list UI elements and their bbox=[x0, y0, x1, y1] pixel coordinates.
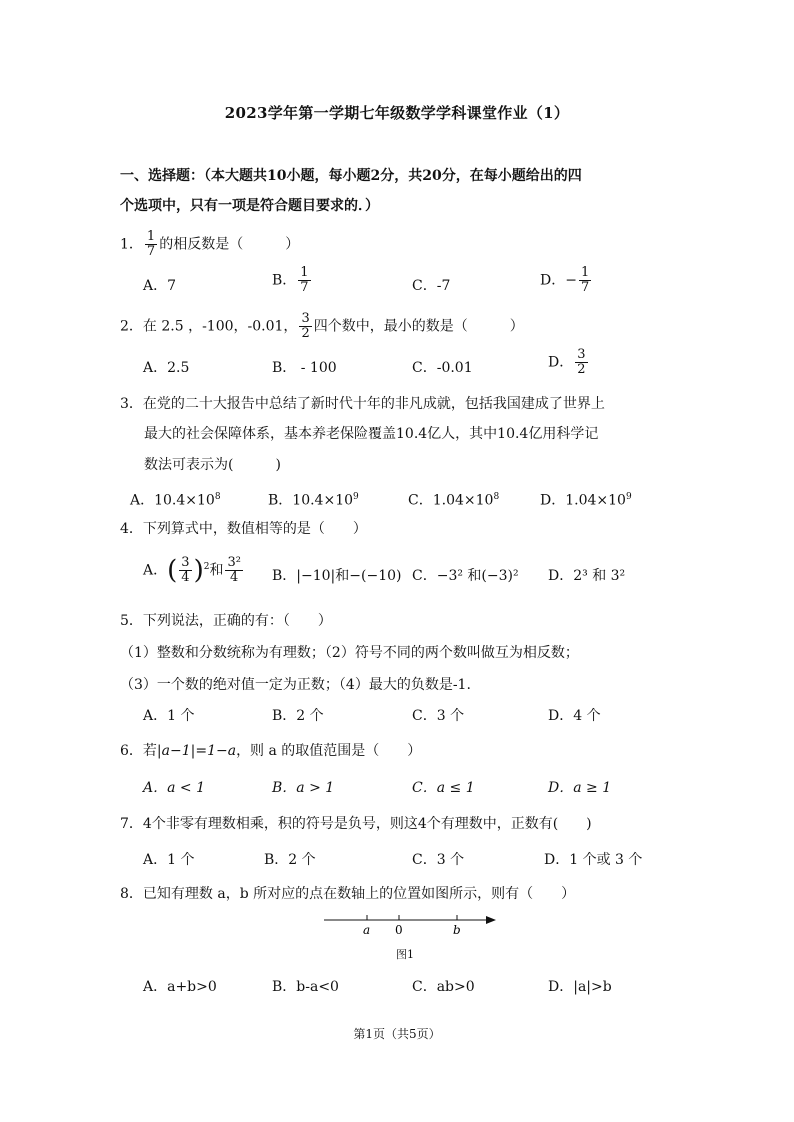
q8-option-c: C．ab>0 bbox=[412, 979, 475, 995]
q8-option-d: D．|a|>b bbox=[548, 979, 612, 995]
q1-fraction: $\frac{1}{7}$ bbox=[146, 229, 156, 259]
question-8: 8．已知有理数 a，b 所对应的点在数轴上的位置如图所示，则有（ ） bbox=[120, 886, 576, 902]
q7-option-d: D．1 个或 3 个 bbox=[544, 852, 643, 868]
q2-option-a: A．2.5 bbox=[143, 360, 190, 376]
arrow-icon bbox=[486, 916, 496, 924]
q1-option-a: A．7 bbox=[143, 278, 177, 294]
question-3-line2: 最大的社会保障体系，基本养老保险覆盖10.4亿人，其中10.4亿用科学记 bbox=[144, 426, 599, 442]
question-3-line1: 3．在党的二十大报告中总结了新时代十年的非凡成就，包括我国建成了世界上 bbox=[120, 396, 605, 412]
section-header-line1: 一、选择题：（本大题共10小题，每小题2分，共20分，在每小题给出的四 bbox=[120, 168, 582, 184]
q3-option-a: A．$10.4\times 10^8$ bbox=[130, 492, 221, 509]
q7-option-b: B．2 个 bbox=[264, 852, 316, 868]
q8-option-a: A．a+b>0 bbox=[143, 979, 217, 995]
question-5: 5．下列说法，正确的有：（ ） bbox=[120, 613, 332, 629]
section-header-line2: 个选项中，只有一项是符合题目要求的．） bbox=[120, 198, 379, 214]
q1-option-d: D．− $\frac{1}{7}$ bbox=[540, 265, 590, 295]
q6-option-c: C．a ≤ 1 bbox=[412, 780, 475, 796]
figure-caption: 图1 bbox=[396, 948, 414, 961]
question-2: 2．在 2.5 ，-100，-0.01， $\frac{3}{2}$ 四个数中，最小的数是（ ） bbox=[120, 311, 524, 341]
page-footer: 第1页（共5页） bbox=[353, 1027, 441, 1041]
q6-expression: |a−1|=1−a bbox=[156, 743, 237, 759]
q8-option-b: B．b-a<0 bbox=[272, 979, 339, 995]
q5-option-c: C．3 个 bbox=[412, 708, 465, 724]
q2-option-c: C．-0.01 bbox=[412, 360, 473, 376]
question-1 bbox=[120, 230, 299, 259]
question-3-line3: 数法可表示为( ) bbox=[144, 457, 281, 473]
label-0: 0 bbox=[395, 923, 403, 937]
q1-option-b: B． $\frac{1}{7}$ bbox=[272, 265, 309, 295]
label-a: a bbox=[363, 923, 371, 937]
q4-option-a: A．( $\frac{3}{4}$ )$^2$和 $\frac{\text{3²}}{4}$ bbox=[143, 555, 241, 586]
question-6: 6．若|a−1|=1−a，则 a 的取值范围是（ ） bbox=[120, 743, 422, 759]
q2-option-b: B． - 100 bbox=[272, 360, 337, 376]
question-4: 4．下列算式中，数值相等的是（ ） bbox=[120, 521, 367, 537]
q1-option-c: C．-7 bbox=[412, 278, 451, 294]
page-title: 2023学年第一学期七年级数学学科课堂作业（1） bbox=[224, 104, 570, 122]
q4-option-c: C．−3² 和(−3)² bbox=[412, 568, 519, 584]
q5-statement-2: （3）一个数的绝对值一定为正数；（4）最大的负数是-1. bbox=[120, 677, 471, 693]
q7-option-a: A．1 个 bbox=[143, 852, 195, 868]
q3-option-b: B．$10.4\times 10^9$ bbox=[268, 492, 359, 509]
label-b: b bbox=[453, 923, 461, 937]
number-line-figure bbox=[320, 912, 500, 938]
q3-option-d: D．$1.04\times 10^9$ bbox=[540, 492, 632, 509]
q6-option-b: B．a > 1 bbox=[272, 780, 335, 796]
q6-option-d: D．a ≥ 1 bbox=[548, 780, 612, 796]
q2-option-d: D． $\frac{3}{2}$ bbox=[548, 347, 586, 377]
q1-text: 的相反数是（ ） bbox=[159, 236, 300, 253]
q6-option-a: A．a < 1 bbox=[143, 780, 205, 796]
q7-option-c: C．3 个 bbox=[412, 852, 465, 868]
q4-option-b: B．|−10|和−(−10) bbox=[272, 568, 402, 584]
q5-statement-1: （1）整数和分数统称为有理数；（2）符号不同的两个数叫做互为相反数； bbox=[120, 645, 579, 661]
q5-option-d: D．4 个 bbox=[548, 708, 601, 724]
q4-option-d: D．2³ 和 3² bbox=[548, 568, 626, 584]
q5-option-b: B．2 个 bbox=[272, 708, 324, 724]
q5-option-a: A．1 个 bbox=[143, 708, 195, 724]
q3-option-c: C．$1.04\times 10^8$ bbox=[408, 492, 500, 509]
q1-number: 1． bbox=[120, 236, 143, 253]
question-7: 7．4个非零有理数相乘，积的符号是负号，则这4个有理数中，正数有( ) bbox=[120, 816, 592, 832]
